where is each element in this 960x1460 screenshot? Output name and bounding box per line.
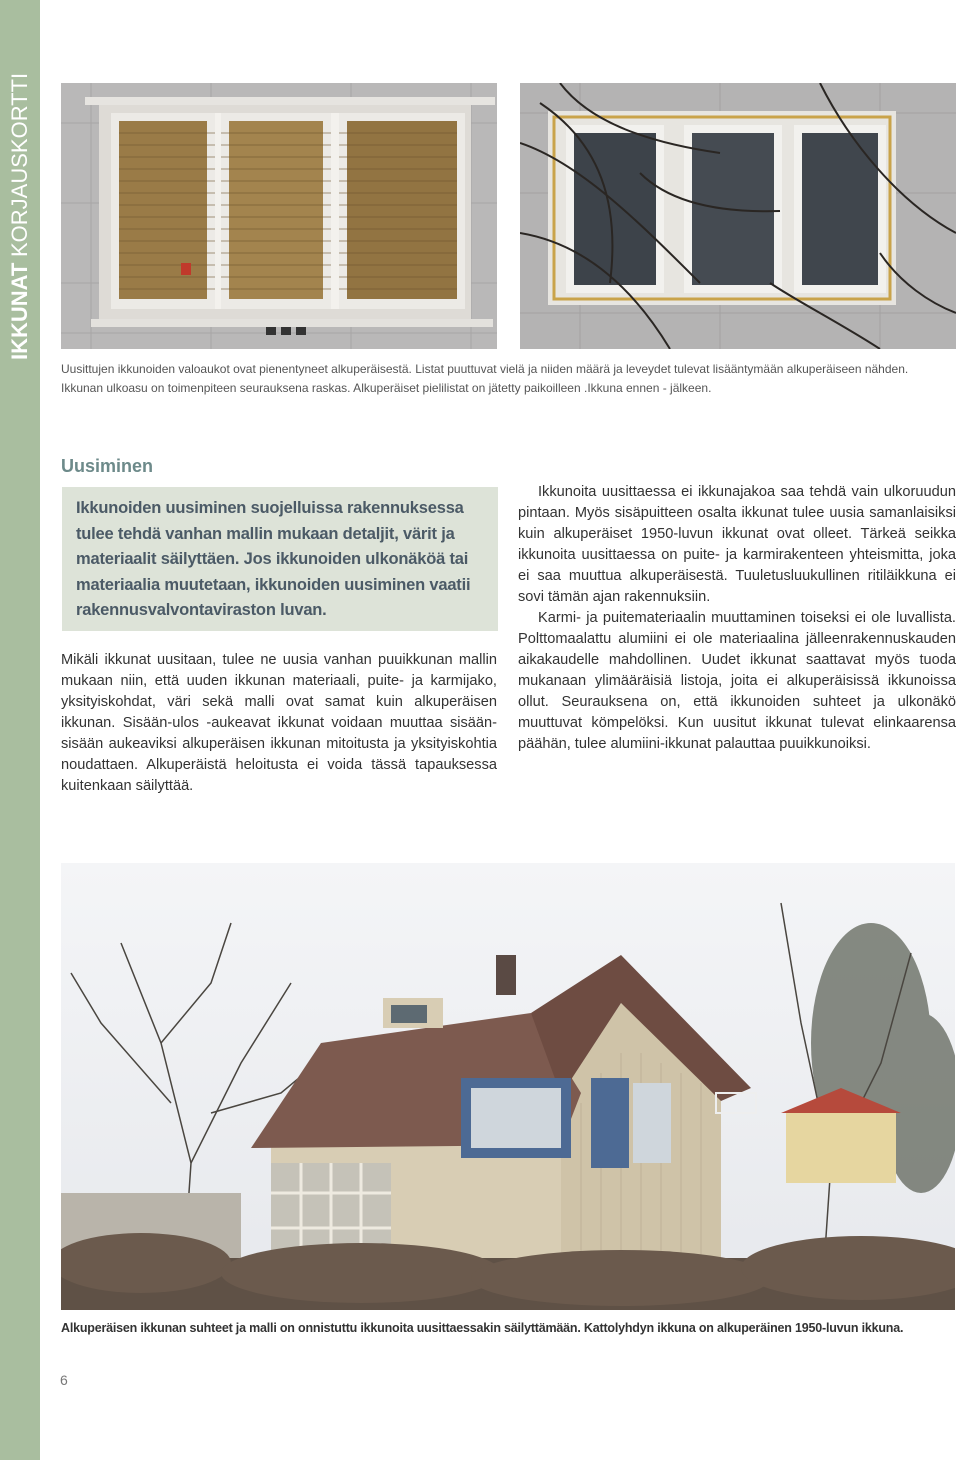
bottom-caption: Alkuperäisen ikkunan suhteet ja malli on onnistuttu ikkunoita uusittaessakin säilyttämään. Kattolyhdyn ikkuna on alkuperäinen 1950-luvun ikkuna. <box>61 1321 904 1335</box>
callout-box: Ikkunoiden uusiminen suojelluissa rakennuksessa tulee tehdä vanhan mallin mukaan detaljit, värit ja materiaalit säilyttäen. Jos ikkunoiden ulkonäköä tai materiaalia muutetaan, ikkunoiden uusiminen vaatii rakennusvalvontaviraston luvan. <box>62 487 498 631</box>
right-column <box>518 482 956 755</box>
left-paragraph <box>61 650 497 797</box>
page-number: 6 <box>60 1372 68 1388</box>
left-paragraph-text: Mikäli ikkunat uusitaan, tulee ne uusia vanhan puuikkunan mallin mukaan niin, että uuden ikkunan materiaali, puite- ja karmijako, yksityiskohdat, väri sekä malli ovat samat kuin alkuperäisen ikkunan. Sisään-ulos -aukeavat ikkunat voidaan muuttaa sisään-sisään aukeaviksi alkuperäisen ikkunan mitoitusta ja yksityiskohtia noudattaen. Alkuperäistä heloitusta ei voida tässä tapauksessa kuitenkaan säilyttää. <box>61 652 497 794</box>
sidebar-title-bold: IKKUNAT <box>7 262 32 360</box>
right-paragraph-1: Ikkunoita uusittaessa ei ikkunajakoa saa tehdä vain ulkoruudun pintaan. Myös sisäpuitteen osalta ikkunat tulee uusia samanlaisiksi kuin alkuperäiset 1950-luvun ikkunat ovat olleet. Tärkeä seikka ikkunoita uusittaessa on puite- ja karmirakenteen yhteismitta, joka ei saa muuttua alkuperäisestä. Tuuletusluukullinen ritiläikkuna ei sovi tämän ajan rakennuksiin. <box>518 484 956 605</box>
window-before-photo <box>61 83 497 349</box>
sidebar-title <box>7 60 33 360</box>
house-photo <box>61 863 955 1310</box>
window-after-photo <box>520 83 956 349</box>
right-paragraph-2: Karmi- ja puitemateriaalin muuttaminen toiseksi ei ole luvallista. Polttomaalattu alumiini ei ole materiaalina jälleenrakennuskauden aikakaudelle mahdollinen. Uudet ikkunat saattavat myös tuoda mukanaan ylimääräisiä listoja, joita ei alkuperäisissä ikkunoissa ollut. Seurauksena on, että ikkunoiden suhteet ja ulkonäkö muuttuvat kömpelöksi. Kun uusitut ikkunat tulevat elinkaarensa päähän, tulee alumiini-ikkunat palauttaa puuikkunoiksi. <box>518 610 956 752</box>
sidebar-band <box>0 0 40 1460</box>
top-caption: Uusittujen ikkunoiden valoaukot ovat pienentyneet alkuperäisestä. Listat puuttuvat vielä ja niiden määrä ja leveydet tulevat lisääntymään alkuperäiseen nähden. Ikkunan ulkoasu on toimenpiteen seurauksena raskas. Alkuperäiset pielilistat on jätetty paikoilleen .Ikkuna ennen - jälkeen. <box>61 362 909 395</box>
sidebar-title-light: KORJAUSKORTTI <box>7 72 32 257</box>
section-heading: Uusiminen <box>61 456 154 476</box>
